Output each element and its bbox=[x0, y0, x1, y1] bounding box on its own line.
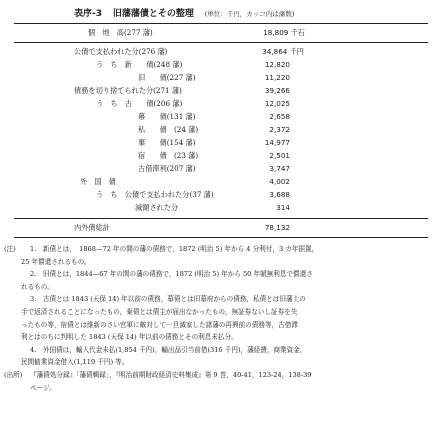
note-text: れるもの。 bbox=[21, 282, 54, 291]
row-label: う ち 公債で支払われた分(37 藩) bbox=[96, 190, 214, 199]
source-tag: (出所) bbox=[4, 370, 23, 379]
note-line bbox=[4, 369, 428, 382]
row-label: 私 債 (24 藩) bbox=[138, 125, 199, 134]
row-value: 18,809 千石 bbox=[263, 28, 305, 37]
row-label: 外 国 債 bbox=[80, 177, 116, 186]
note-line bbox=[4, 356, 428, 369]
table-divider bbox=[14, 218, 428, 219]
note-line bbox=[4, 382, 428, 395]
row-value: 12,025 bbox=[264, 99, 290, 108]
table-row bbox=[0, 26, 432, 39]
table-row bbox=[0, 149, 432, 162]
table-unit-note: (単位：千円，カッコ内は藩数) bbox=[204, 10, 295, 18]
row-label: 個 地 高(277 藩) bbox=[88, 28, 153, 37]
note-text: 手で返済されることになったもの，棄債とは債主が届出なかったもの，無証券ないし証券を失 bbox=[21, 307, 298, 316]
note-line bbox=[4, 331, 428, 344]
notes-block bbox=[4, 243, 428, 394]
note-text: 1. 新債とは， 1868—72 年の間の藩の債務で，1872 (明治 5) 年から 4 分利付，3 カ年据置， bbox=[30, 245, 319, 253]
row-label: 公債で支払われた分(276 藩) bbox=[74, 47, 168, 56]
row-value: 2,501 bbox=[269, 151, 290, 160]
table-total-row bbox=[0, 221, 432, 234]
row-value: 39,266 bbox=[264, 86, 290, 95]
row-value: 11,220 bbox=[264, 73, 290, 82]
table-row bbox=[0, 188, 432, 201]
note-text: 4. 外国債は，輸入代金未払(1,854 千円)，輸出品引当前借(316 千円)，藩経費，商業資金， bbox=[30, 345, 307, 354]
table-row bbox=[0, 45, 432, 58]
table-row bbox=[0, 175, 432, 188]
note-text: 2. 旧債とは，1844—67 年の間の藩の債務で，1872 (明治 5) 年から 50 年賦無利息で償還さ bbox=[30, 270, 313, 279]
table-row bbox=[0, 71, 432, 84]
row-label: 減額された分 bbox=[135, 203, 179, 212]
row-value: 4,002 bbox=[269, 177, 290, 186]
note-text: 3. 古債とは 1843 (天保 14) 年以前の債務，幕債とは旧幕府からの債務，私債とは旧藩士の bbox=[30, 295, 306, 304]
note-line bbox=[4, 268, 428, 281]
row-value: 314 bbox=[276, 203, 290, 212]
note-text: ページ。 bbox=[30, 383, 56, 392]
row-value: 78,132 bbox=[264, 223, 290, 232]
note-line bbox=[4, 293, 428, 306]
table-row bbox=[0, 97, 432, 110]
row-value: 2,372 bbox=[269, 125, 290, 134]
note-line bbox=[4, 256, 428, 269]
note-line bbox=[4, 319, 428, 332]
row-value: 2,658 bbox=[269, 112, 290, 121]
row-value: 12,820 bbox=[264, 60, 290, 69]
table-row bbox=[0, 123, 432, 136]
note-text: 25 年償還されるもの。 bbox=[21, 257, 91, 266]
note-text: 利とはのちに判明した 1843 (天保 14) 年以前の債務とその利息未払分。 bbox=[21, 333, 238, 342]
row-label: う ち 古 債(206 藩) bbox=[96, 99, 183, 108]
table-row bbox=[0, 201, 432, 214]
table-row bbox=[0, 162, 432, 175]
note-text: 『藩債処分録』「藩債輯録」，『明治前期財政経済史料集成』第 9 巻，40-41，123-24，138-39 bbox=[30, 370, 312, 379]
row-label: 宿 債 (23 藩) bbox=[138, 151, 199, 160]
note-line bbox=[4, 306, 428, 319]
row-label: 内外債総計 bbox=[74, 223, 110, 232]
table-title bbox=[74, 6, 294, 19]
row-label: 古借滞利(207 藩) bbox=[138, 164, 196, 173]
table-divider bbox=[14, 42, 428, 43]
row-label: 幕 債(131 藩) bbox=[138, 112, 196, 121]
row-label: 債務を切り捨てられた分(271 藩) bbox=[74, 86, 182, 95]
note-text: ったもの等，宿債とは維新のさい官軍に敵対して一旦滅家した諸藩の再興前の債務等，古借滞 bbox=[21, 320, 298, 329]
table-title-text: 旧藩藩債とその整理 bbox=[112, 9, 194, 19]
row-label: う ち 新 債(248 藩) bbox=[96, 60, 183, 69]
note-tag: (注) bbox=[4, 245, 16, 253]
note-text: 民間勧業資金借入(1,119 千円) 等。 bbox=[21, 358, 129, 367]
row-value: 3,688 bbox=[269, 190, 290, 199]
note-line bbox=[4, 243, 428, 256]
row-value: 3,747 bbox=[269, 164, 290, 173]
table-number: 表序-3 bbox=[74, 9, 102, 19]
row-label: 旧 債(227 藩) bbox=[138, 73, 196, 82]
table-row bbox=[0, 84, 432, 97]
table-row bbox=[0, 58, 432, 71]
table-bottom-rule bbox=[14, 237, 428, 238]
note-line bbox=[4, 281, 428, 294]
row-value: 14,977 bbox=[264, 138, 290, 147]
table-row bbox=[0, 136, 432, 149]
row-label: 棄 債(154 藩) bbox=[138, 138, 196, 147]
row-value: 34,864 千円 bbox=[262, 47, 304, 56]
table-row bbox=[0, 110, 432, 123]
table-top-rule bbox=[14, 23, 428, 24]
note-line bbox=[4, 344, 428, 357]
